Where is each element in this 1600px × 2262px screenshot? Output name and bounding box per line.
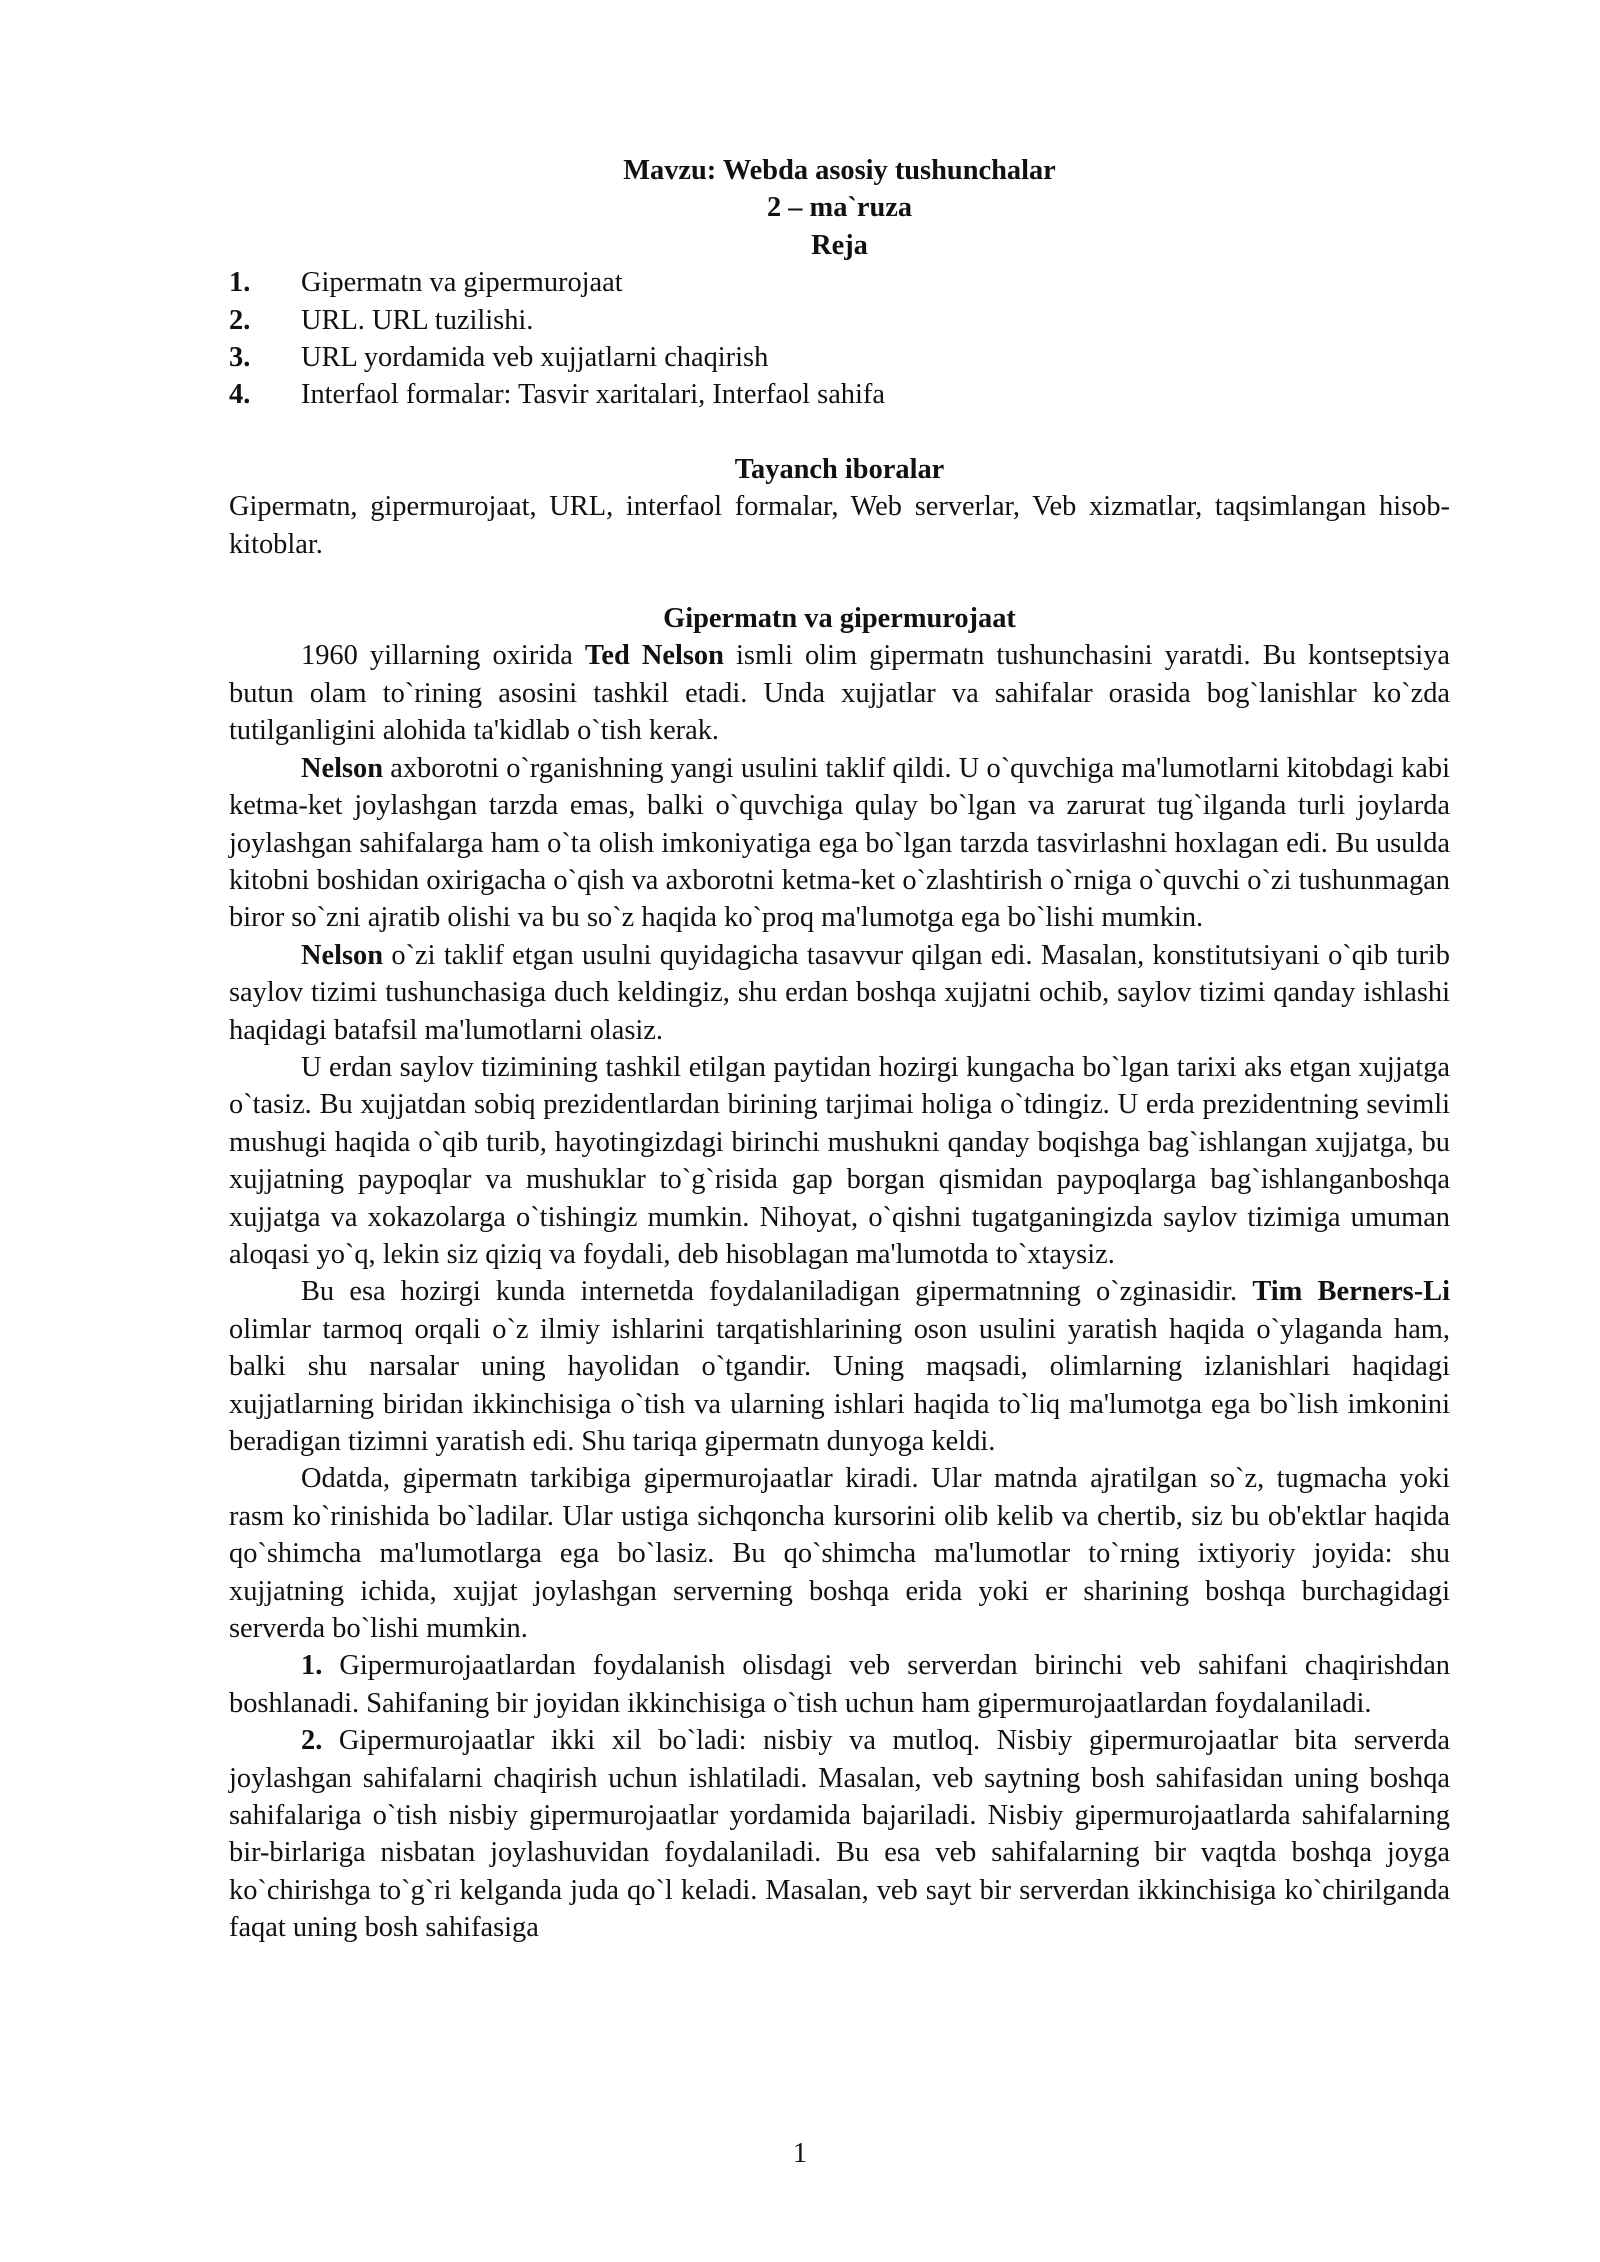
plan-list [229, 264, 1450, 414]
plan-item-number: 2. [229, 304, 251, 336]
paragraph: 1. Gipermurojaatlardan foydalanish olisdagi veb serverdan birinchi veb sahifani chaqirishdan boshlanadi. Sahifaning bir joyidan ikkinchisiga o`tish uchun ham gipermurojaatlardan foydalaniladi. [229, 1650, 1450, 1719]
bold-name: Tim Berners-Li [1252, 1276, 1451, 1308]
bold-name: Ted Nelson [585, 640, 724, 672]
keywords-text: Gipermatn, gipermurojaat, URL, interfaol formalar, Web serverlar, Veb xizmatlar, taqsimlangan hisob-kitoblar. [229, 491, 1450, 560]
paragraph: 2. Gipermurojaatlar ikki xil bo`ladi: nisbiy va mutloq. Nisbiy gipermurojaatlar bita serverda joylashgan sahifalarni chaqirish uchun ishlatiladi. Masalan, veb saytning bosh sahifasidan uning boshqa sahifalariga o`tish nisbiy gipermurojaatlar yordamida bajariladi. Nisbiy gipermurojaatlarda sahifalarning bir-birlariga nisbatan joylashuvidan foydalaniladi. Bu esa veb sahifalarning bir vaqtda boshqa joyga ko`chirishga to`g`ri kelganda juda qo`l keladi. Masalan, veb sayt bir serverdan ikkinchisiga ko`chirilganda faqat uning bosh sahifasiga [229, 1725, 1450, 1944]
bold-name: Nelson [301, 752, 384, 784]
list-item [229, 339, 1450, 376]
list-item [229, 302, 1450, 339]
list-item [229, 264, 1450, 301]
plan-item-number: 1. [229, 267, 251, 299]
plan-item-number: 4. [229, 379, 251, 411]
numbered-marker: 2. [301, 1725, 323, 1757]
bold-name: Nelson [301, 939, 384, 971]
paragraph: U erdan saylov tizimining tashkil etilgan paytidan hozirgi kungacha bo`lgan tarixi aks etgan xujjatga o`tasiz. Bu xujjatdan sobiq prezidentlardan birining tarjimai holiga o`tdingiz. U erda prezidentning sevimli mushugi haqida o`qib turib, hayotingizdagi birinchi mushukni qanday boqishga bag`ishlangan xujjatga, bu xujjatning paypoqlar va mushuklar to`g`risida gap borgan qismidan paypoqlarga bag`ishlanganboshqa xujjatga va xokazolarga o`tishingiz mumkin. Nihoyat, o`qishni tugatganingizda saylov tizimiga umuman aloqasi yo`q, lekin siz qiziq va foydali, deb hisoblagan ma'lumotda to`xtaysiz. [229, 1051, 1450, 1270]
section-heading: Gipermatn va gipermurojaat [663, 603, 1016, 635]
plan-item-text: Gipermatn va gipermurojaat [301, 267, 623, 299]
keywords-heading: Tayanch iboralar [734, 453, 945, 485]
plan-item-text: URL. URL tuzilishi. [301, 304, 534, 336]
plan-item-text: URL yordamida veb xujjatlarni chaqirish [301, 342, 769, 374]
document-page [229, 152, 1450, 1947]
paragraph: Bu esa hozirgi kunda internetda foydalaniladigan gipermatnning o`zginasidir. Tim Berners-Li olimlar tarmoq orqali o`z ilmiy ishlarini tarqatishlarining oson usulini yaratish haqida o`ylaganda ham, balki shu narsalar uning hayolidan o`tgandir. Uning maqsadi, olimlarning izlanishlari haqidagi xujjatlarning biridan ikkinchisiga o`tish va ularning ishlari haqida to`liq ma'lumotga ega bo`lish imkonini beradigan tizimni yaratish edi. Shu tariqa gipermatn dunyoga keldi. [229, 1276, 1451, 1457]
paragraph: Nelson axborotni o`rganishning yangi usulini taklif qildi. U o`quvchiga ma'lumotlarni kitobdagi kabi ketma-ket joylashgan tarzda emas, balki o`quvchiga qulay bo`lgan va zarurat tug`ilganda turli joylarda joylashgan sahifalarga ham o`ta olish imkoniyatiga ega bo`lgan tarzda tasvirlashni hoxlagan edi. Bu usulda kitobni boshidan oxirigacha o`qish va axborotni ketma-ket o`zlashtirish o`rniga o`quvchi o`zi tushunmagan biror so`zni ajratib olishi va bu so`z haqida ko`proq ma'lumotga ega bo`lishi mumkin. [229, 752, 1450, 934]
paragraph: 1960 yillarning oxirida Ted Nelson ismli olim gipermatn tushunchasini yaratdi. Bu kontseptsiya butun olam to`rining asosini tashkil etadi. Unda xujjatlar va sahifalar orasida bog`lanishlar ko`zda tutilganligini alohida ta'kidlab o`tish kerak. [229, 640, 1450, 747]
lecture-number: 2 – ma`ruza [766, 192, 913, 224]
plan-heading: Reja [811, 229, 868, 261]
numbered-marker: 1. [301, 1650, 323, 1682]
spacer [229, 563, 1450, 600]
page-number: 1 [792, 2138, 808, 2169]
plan-item-text: Interfaol formalar: Tasvir xaritalari, Interfaol sahifa [301, 379, 885, 411]
document-title: Mavzu: Webda asosiy tushunchalar [623, 155, 1056, 186]
plan-item-number: 3. [229, 342, 251, 374]
list-item [229, 376, 1450, 413]
paragraph: Nelson o`zi taklif etgan usulni quyidagicha tasavvur qilgan edi. Masalan, konstitutsiyani o`qib turib saylov tizimi tushunchasiga duch keldingiz, shu erdan boshqa xujjatni ochib, saylov tizimi qanday ishlashi haqidagi batafsil ma'lumotlarni olasiz. [229, 939, 1450, 1046]
paragraph: Odatda, gipermatn tarkibiga gipermurojaatlar kiradi. Ular matnda ajratilgan so`z, tugmacha yoki rasm ko`rinishida bo`ladilar. Ular ustiga sichqoncha kursorini olib kelib va chertib, siz bu ob'ektlar haqida qo`shimcha ma'lumotlarga ega bo`lasiz. Bu qo`shimcha ma'lumotlar to`rning ixtiyoriy joyida: shu xujjatning ichida, xujjat joylashgan serverning boshqa erida yoki er sharining boshqa burchagidagi serverda bo`lishi mumkin. [229, 1463, 1450, 1645]
spacer [229, 414, 1450, 451]
